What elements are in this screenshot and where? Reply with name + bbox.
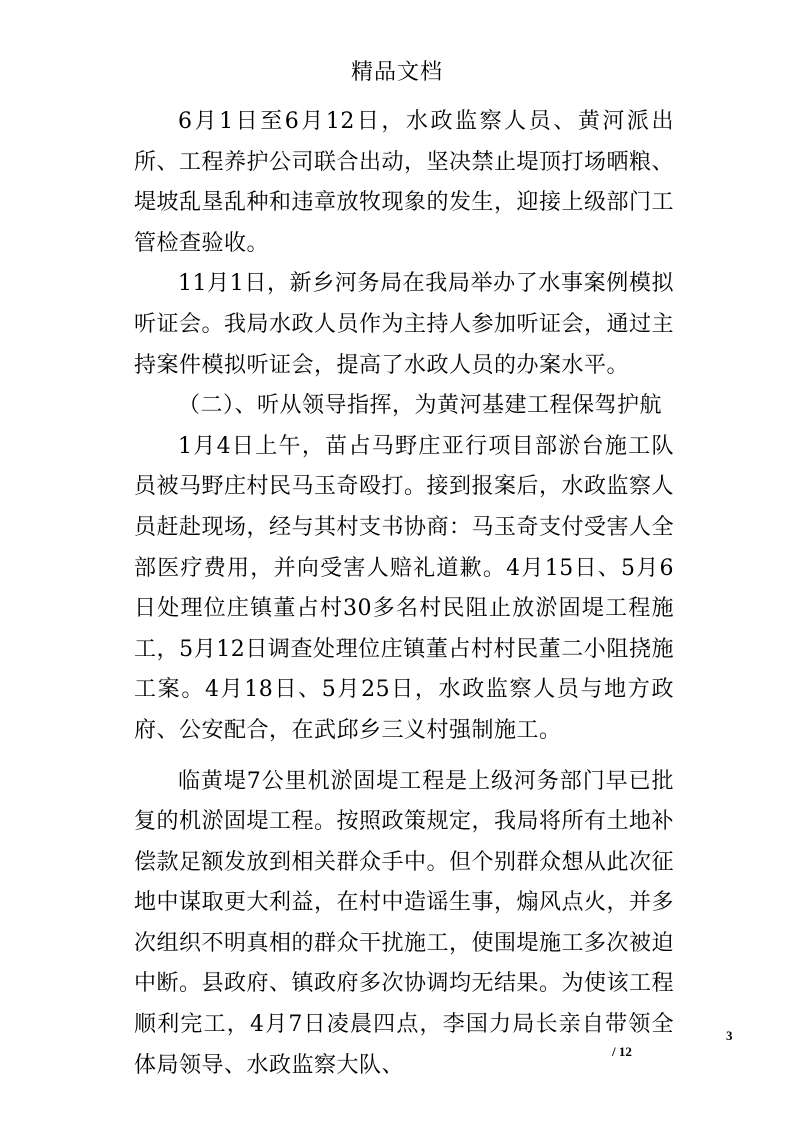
document-header-title: 精品文档 bbox=[350, 60, 443, 85]
paragraph-inspection: 6月1日至6月12日，水政监察人员、黄河派出所、工程养护公司联合出动，坚决禁止堤顶打场晒粮、堤坡乱垦乱种和违章放牧现象的发生，迎接上级部门工管检查验收。 bbox=[134, 109, 675, 256]
paragraph-assault-case: 1月4日上午，苗占马野庄亚行项目部淤台施工队员被马野庄村民马玉奇殴打。接到报案后，水政监察人员赶赴现场，经与其村支书协商：马玉奇支付受害人全部医疗费用，并向受害人赔礼道歉。4月15日、5月6日处理位庄镇董占村30多名村民阻止放淤固堤工程施工，5月12日调查处理位庄镇董占村村民董二小阻挠施工案。4月18日、5月25日，水政监察人员与地方政府、公安配合，在武邱乡三义村强制施工。 bbox=[134, 433, 675, 743]
page-number: 3 bbox=[726, 1028, 733, 1043]
page-total: / 12 bbox=[612, 1044, 632, 1059]
paragraph-hearing: 11月1日，新乡河务局在我局举办了水事案例模拟听证会。我局水政人员作为主持人参加听证会，通过主持案件模拟听证会，提高了水政人员的办案水平。 bbox=[134, 271, 675, 378]
section-heading-infrastructure: （二）、听从领导指挥，为黄河基建工程保驾护航 bbox=[178, 393, 663, 419]
paragraph-levee-project: 临黄堤7公里机淤固堤工程是上级河务部门早已批复的机淤固堤工程。按照政策规定，我局将所有土地补偿款足额发放到相关群众手中。但个别群众想从此次征地中谋取更大利益，在村中造谣生事，煽风点火，并多次组织不明真相的群众干扰施工，使围堤施工多次被迫中断。县政府、镇政府多次协调均无结果。为使该工程顺利完工，4月7日凌晨四点，李国力局长亲自带领全体局领导、水政监察大队、 bbox=[134, 768, 675, 1078]
document-body bbox=[134, 102, 674, 1086]
